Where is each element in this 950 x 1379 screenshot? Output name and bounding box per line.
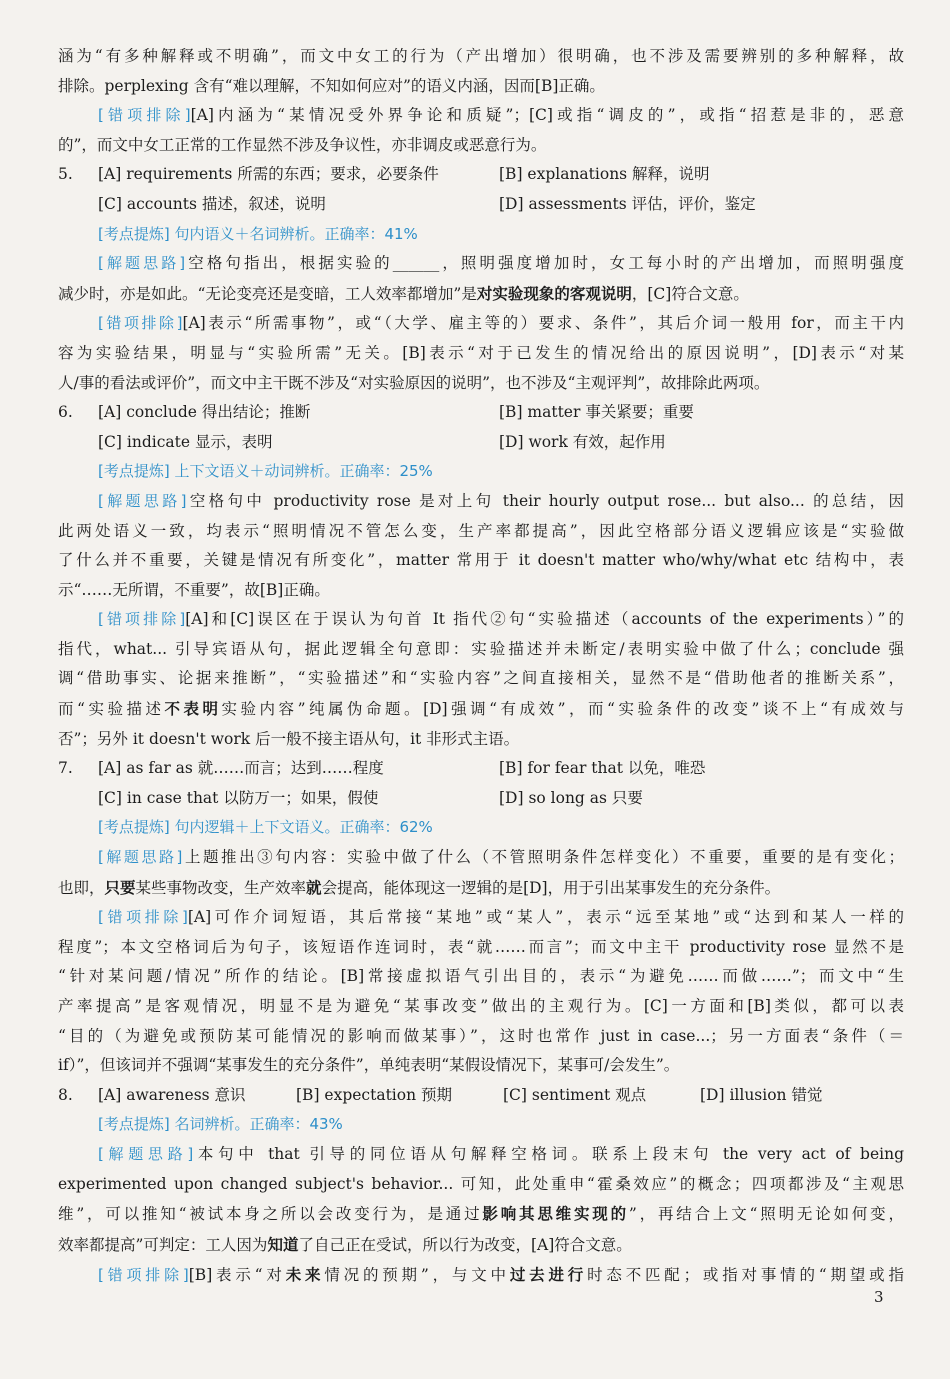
- emphasis-text: 就: [306, 877, 322, 897]
- option-b: [B] expectation 预期: [296, 1085, 452, 1104]
- solution-tag: [解题思路]: [98, 848, 183, 867]
- emphasis-text: 对实验现象的客观说明: [476, 283, 632, 303]
- key-point: [考点提炼] 句内逻辑＋上下文语义。正确率：62%: [98, 818, 433, 837]
- text-run: 也即，: [58, 878, 105, 897]
- key-point: [考点提炼] 上下文语义＋动词辨析。正确率：25%: [98, 462, 433, 481]
- text-line: “目的（为避免或预防某可能情况的影响而做某事）”，这时也常作 just in case...；另一方面表“条件（＝: [58, 1026, 904, 1045]
- question-5-options-row-1: [58, 160, 904, 190]
- wrong-option-tag: [错项排除]: [98, 610, 186, 629]
- text-line: [58, 279, 904, 310]
- emphasis-text: 不表明: [164, 699, 222, 719]
- question-number: 7.: [58, 759, 73, 778]
- text-line: 容为实验结果，明显与“实验所需”无关。[B]表示“对于已发生的情况给出的原因说明”，[D]表示“对某: [58, 343, 904, 362]
- text-line: 否”；另外 it doesn't work 后一般不接主语从句，it 非形式主语。: [58, 729, 520, 748]
- text-run: 而“实验描述: [58, 700, 165, 719]
- option-a: [A] requirements 所需的东西；要求，必要条件: [98, 165, 439, 184]
- question-6-options-row-2: [58, 428, 904, 458]
- solution-thinking: [58, 843, 904, 873]
- text-run: ”，再结合上文“照明无论如何变，: [628, 1205, 904, 1224]
- text-line: 程度”；本文空格词后为句子，该短语作连词时，表“就……而言”；而文中主干 productivity rose 显然不是: [58, 937, 904, 956]
- text-run: 情况的预期”，与文中: [324, 1266, 510, 1285]
- solution-tag: [解题思路]: [98, 254, 186, 273]
- text-line: 产率提高”是客观情况，明显不是为避免“某事改变”做出的主观行为。[C]一方面和[B]类似，都可以表: [58, 997, 904, 1015]
- solution-tag: [解题思路]: [98, 491, 187, 510]
- text-line: 涵为“有多种解释或不明确”，而文中女工的行为（产出增加）很明确，也不涉及需要辨别的多种解释，故: [58, 47, 904, 65]
- option-c: [C] indicate 显示，表明: [98, 432, 273, 451]
- key-point: [考点提炼] 句内语义＋名词辨析。正确率：41%: [98, 224, 418, 243]
- text-line: 调“借助事实、论据来推断”，“实验描述”和“实验内容”之间直接相关，显然不是“借助他者的推断关系”，: [58, 669, 904, 688]
- emphasis-text: 未来: [285, 1265, 325, 1285]
- text-run: [B]表示“对: [188, 1266, 286, 1285]
- wrong-option-tag: [错项排除]: [98, 106, 191, 125]
- emphasis-text: 过去进行: [509, 1265, 588, 1285]
- emphasis-text: 只要: [104, 877, 136, 897]
- text-line: 人/事的看法或评价”，而文中主干既不涉及“对实验原因的说明”，也不涉及“主观评判”，故排除此两项。: [58, 373, 770, 392]
- option-d: [D] illusion 错觉: [700, 1085, 823, 1104]
- wrong-option-analysis: [58, 101, 904, 131]
- option-d: [D] assessments 评估，评价，鉴定: [499, 194, 756, 213]
- wrong-option-tag: [错项排除]: [98, 1266, 189, 1285]
- text-run: 空格句中 productivity rose 是对上句 their hourly output rose... but also... 的总结，因: [186, 491, 904, 510]
- option-a: [A] awareness 意识: [98, 1085, 246, 1104]
- solution-tag: [解题思路]: [98, 1144, 194, 1163]
- text-run: 上题推出③句内容：实验中做了什么（不管照明条件怎样变化）不重要，重要的是有变化；: [182, 848, 904, 867]
- option-c: [C] sentiment 观点: [503, 1085, 647, 1104]
- option-b: [B] matter 事关紧要；重要: [499, 403, 694, 422]
- text-line: 此两处语义一致，均表示“照明情况不管怎么变，生产率都提高”，因此空格部分语义逻辑应该是“实验做: [58, 521, 904, 540]
- text-run: 实验内容”纯属伪命题。[D]强调“有成效”，而“实验条件的改变”谈不上“有成效与: [221, 700, 904, 719]
- text-run: 空格句指出，根据实验的______，照明强度增加时，女工每小时的产出增加，而照明强度: [185, 254, 904, 273]
- text-line: “针对某问题/情况”所作的结论。[B]常接虚拟语气引出目的，表示“为避免……而做……”；而文中“生: [58, 967, 904, 986]
- solution-thinking: [58, 487, 904, 517]
- text-line: if）”，但该词并不强调“某事发生的充分条件”，单纯表明“某假设情况下，某事可/会发生”。: [58, 1056, 680, 1075]
- question-number: 5.: [58, 165, 73, 184]
- text-run: 减少时，亦是如此。“无论变亮还是变暗，工人效率都增加”是: [58, 284, 477, 303]
- text-line: [58, 1199, 904, 1230]
- option-d: [D] work 有效，起作用: [499, 432, 666, 451]
- text-run: 本句中 that 引导的同位语从句解释空格词。联系上段末句 the very act of being: [193, 1144, 904, 1163]
- text-line: 指代，what... 引导宾语从句，据此逻辑全句意即：实验描述并未断定/表明实验中做了什么；conclude 强: [58, 639, 904, 658]
- wrong-option-analysis: [58, 605, 904, 635]
- text-run: [A]表示“所需事物”，或“（大学、雇主等的）要求、条件”，其后介词一般用 for，而主干内: [182, 314, 904, 333]
- question-7-options-row-1: [58, 754, 904, 784]
- solution-thinking: [58, 1140, 904, 1170]
- text-run: [A]和[C]误区在于误认为句首 It 指代②句“实验描述（accounts of the experiments）”的: [185, 610, 904, 629]
- question-6-options-row-1: [58, 398, 904, 428]
- wrong-option-analysis: [58, 309, 904, 339]
- text-run: 了自己正在受试，所以行为改变，[A]符合文意。: [298, 1235, 632, 1254]
- text-line: 排除。perplexing 含有“难以理解，不知如何应对”的语义内涵，因而[B]正确。: [58, 76, 605, 95]
- text-run: ，[C]符合文意。: [631, 284, 749, 303]
- wrong-option-analysis: [58, 1260, 904, 1291]
- text-line: [58, 1230, 904, 1261]
- option-b: [B] for fear that 以免，唯恐: [499, 759, 706, 778]
- text-run: 维”，可以推知“被试本身之所以会改变行为，是通过: [58, 1205, 483, 1224]
- wrong-option-tag: [错项排除]: [98, 908, 188, 927]
- key-point: [考点提炼] 名词辨析。正确率：43%: [98, 1115, 343, 1134]
- question-number: 6.: [58, 403, 73, 422]
- wrong-option-tag: [错项排除]: [98, 314, 183, 333]
- option-b: [B] explanations 解释，说明: [499, 165, 710, 184]
- emphasis-text: 知道: [267, 1234, 299, 1254]
- text-line: [58, 694, 904, 725]
- option-c: [C] in case that 以防万一；如果，假使: [98, 788, 379, 807]
- text-run: 某些事物改变，生产效率: [135, 878, 307, 897]
- text-line: 的”，而文中女工正常的工作显然不涉及争议性，亦非调皮或恶意行为。: [58, 135, 547, 154]
- option-c: [C] accounts 描述，叙述，说明: [98, 194, 326, 213]
- page-number: 3: [874, 1288, 884, 1306]
- text-line: 了什么并不重要，关键是情况有所变化”，matter 常用于 it doesn't matter who/why/what etc 结构中，表: [58, 551, 904, 570]
- text-run: [A]可作介词短语，其后常接“某地”或“某人”，表示“远至某地”或“达到和某人一样的: [187, 908, 904, 927]
- emphasis-text: 影响其思维实现的: [482, 1204, 629, 1224]
- text-run: [A]内涵为“某情况受外界争论和质疑”；[C]或指“调皮的”，或指“招惹是非的，恶意: [190, 106, 904, 125]
- text-line: experimented upon changed subject's behavior... 可知，此处重申“霍桑效应”的概念；四项都涉及“主观思: [58, 1174, 904, 1193]
- option-a: [A] as far as 就……而言；达到……程度: [98, 759, 384, 778]
- option-d: [D] so long as 只要: [499, 788, 643, 807]
- text-run: 会提高，能体现这一逻辑的是[D]，用于引出某事发生的充分条件。: [321, 878, 781, 897]
- question-5-options-row-2: [58, 190, 904, 220]
- text-line: 示“……无所谓，不重要”，故[B]正确。: [58, 580, 330, 599]
- text-run: 效率都提高”可判定：工人因为: [58, 1235, 268, 1254]
- wrong-option-analysis: [58, 903, 904, 933]
- text-run: 时态不匹配；或指对事情的“期望或指: [587, 1266, 904, 1285]
- text-line: [58, 873, 904, 904]
- question-7-options-row-2: [58, 784, 904, 814]
- answer-explanation-body: [58, 42, 904, 1291]
- solution-thinking: [58, 249, 904, 279]
- question-8-options-row: [58, 1081, 904, 1111]
- option-a: [A] conclude 得出结论；推断: [98, 403, 311, 422]
- question-number: 8.: [58, 1085, 73, 1104]
